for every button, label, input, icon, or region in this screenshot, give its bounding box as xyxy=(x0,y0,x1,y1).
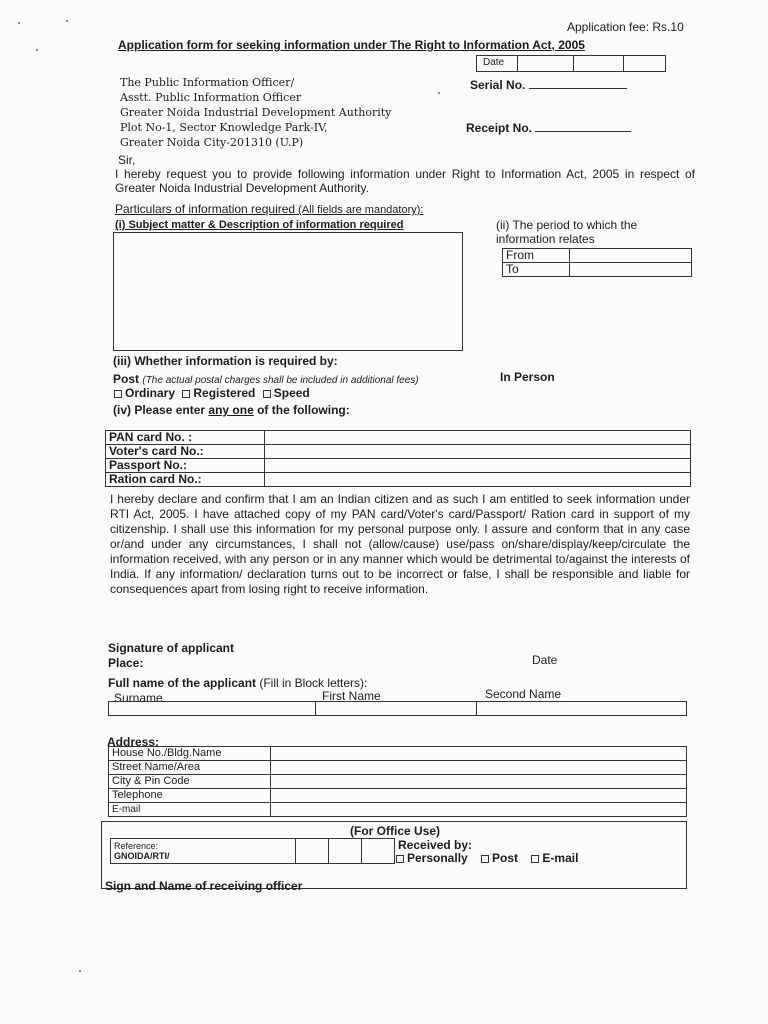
request-text: I hereby request you to provide following information under Right to Information Act, 2005 in respect of Greater Noida Industrial Development Authority. xyxy=(115,167,695,195)
reference-label: Reference: xyxy=(114,841,159,851)
particulars-title: Particulars of information required xyxy=(115,202,296,216)
checkbox-personally[interactable] xyxy=(396,855,404,863)
signature-label: Signature of applicant xyxy=(108,641,235,655)
period-to-field[interactable] xyxy=(570,263,692,277)
option-post: Post xyxy=(492,851,519,865)
post-label: Post xyxy=(113,372,140,386)
name-col-second: Second Name xyxy=(485,687,562,701)
post-options xyxy=(110,386,310,400)
street-field[interactable] xyxy=(271,761,687,775)
particulars-note: (All fields are mandatory): xyxy=(295,204,424,216)
second-name-field[interactable] xyxy=(477,702,687,716)
address-row-label: House No./Bldg.Name xyxy=(109,747,271,761)
office-use-label: (For Office Use) xyxy=(350,824,441,838)
id-heading-prefix: (iv) Please enter xyxy=(113,403,209,417)
application-fee: Application fee: Rs.10 xyxy=(567,20,684,34)
pan-card-field[interactable] xyxy=(265,431,691,445)
fullname-heading xyxy=(108,676,367,690)
office-use-box xyxy=(101,821,687,893)
serial-label: Serial No. xyxy=(470,78,526,92)
name-col-surname: Surname xyxy=(114,691,163,705)
scan-speck xyxy=(79,970,81,972)
reference-digit[interactable] xyxy=(296,839,329,864)
delivery-heading: (iii) Whether information is required by: xyxy=(113,354,338,368)
fullname-label: Full name of the applicant xyxy=(108,676,257,690)
reference-digit[interactable] xyxy=(329,839,362,864)
in-person-option[interactable]: In Person xyxy=(500,370,555,384)
receipt-label: Receipt No. xyxy=(466,121,533,135)
subject-textarea[interactable] xyxy=(113,232,463,351)
post-note: (The actual postal charges shall be included in additional fees) xyxy=(142,375,419,386)
checkbox-speed[interactable] xyxy=(263,390,271,398)
addressee-line: Asstt. Public Information Officer xyxy=(120,91,302,104)
name-table xyxy=(108,701,687,716)
first-name-field[interactable] xyxy=(316,702,477,716)
date-label: Date xyxy=(532,653,558,667)
id-table xyxy=(105,430,691,487)
house-field[interactable] xyxy=(271,747,687,761)
email-field[interactable] xyxy=(271,803,687,817)
place-label: Place: xyxy=(108,656,144,670)
form-title: Application form for seeking information under The Right to Information Act, 2005 xyxy=(118,38,585,52)
checkbox-registered[interactable] xyxy=(182,390,190,398)
particulars-heading xyxy=(115,202,423,216)
address-row-label: City & Pin Code xyxy=(109,775,271,789)
id-label: Ration card No.: xyxy=(106,473,265,487)
receipt-no xyxy=(466,121,631,135)
id-heading-any: any one xyxy=(208,403,254,417)
salutation: Sir, xyxy=(118,153,136,167)
name-col-first: First Name xyxy=(322,689,381,703)
period-table xyxy=(502,248,692,277)
ration-card-field[interactable] xyxy=(265,473,691,487)
date-box[interactable] xyxy=(476,55,666,72)
post-line xyxy=(113,372,419,386)
id-label: PAN card No. : xyxy=(106,431,265,445)
option-email: E-mail xyxy=(542,851,579,865)
checkbox-post[interactable] xyxy=(481,855,489,863)
address-row-label: Street Name/Area xyxy=(109,761,271,775)
address-table xyxy=(108,746,687,817)
id-label: Voter's card No.: xyxy=(106,445,265,459)
checkbox-email[interactable] xyxy=(531,855,539,863)
reference-cell xyxy=(111,839,296,864)
addressee-line: Greater Noida Industrial Development Authority xyxy=(120,106,392,119)
option-personally: Personally xyxy=(407,851,468,865)
subject-label: (i) Subject matter & Description of information required xyxy=(115,219,404,231)
scan-speck xyxy=(36,49,38,51)
date-box-label: Date xyxy=(483,57,505,68)
addressee-line: Plot No-1, Sector Knowledge Park-IV, xyxy=(120,121,328,134)
serial-no xyxy=(470,78,627,92)
period-from-field[interactable] xyxy=(570,249,692,263)
voter-card-field[interactable] xyxy=(265,445,691,459)
received-options xyxy=(392,851,578,865)
reference-value: GNOIDA/RTI/ xyxy=(114,851,170,861)
option-speed: Speed xyxy=(273,386,310,400)
address-label: Address: xyxy=(107,735,160,749)
id-heading xyxy=(113,403,350,417)
option-registered: Registered xyxy=(193,386,256,400)
address-row-label: E-mail xyxy=(109,803,271,817)
receipt-field[interactable] xyxy=(535,131,631,132)
scan-speck xyxy=(18,22,20,24)
checkbox-ordinary[interactable] xyxy=(114,390,122,398)
reference-digit[interactable] xyxy=(362,839,395,864)
addressee-block xyxy=(120,75,391,150)
id-heading-suffix: of the following: xyxy=(253,403,350,417)
received-by-label: Received by: xyxy=(398,838,473,852)
id-label: Passport No.: xyxy=(106,459,265,473)
sign-officer-label: Sign and Name of receiving officer xyxy=(105,879,303,893)
telephone-field[interactable] xyxy=(271,789,687,803)
fullname-note: (Fill in Block letters): xyxy=(256,676,368,690)
reference-table xyxy=(110,838,395,864)
scan-speck xyxy=(66,20,68,22)
serial-field[interactable] xyxy=(529,88,627,89)
option-ordinary: Ordinary xyxy=(125,386,176,400)
declaration-text: I hereby declare and confirm that I am an Indian citizen and as such I am entitled to seek information under RTI Act, 2005. I have attached copy of my PAN card/Voter's card/Passport/ Ration card in support of my citizenship. I shall use this information for my personal purpose only. I assure and conform that in any case or/and under any circumstances, I shall not (allow/cause) use/pass on/share/display/keep/circulate the information received, with any person or in any manner which would be detrimental to/against the interests of India. If any information/ declaration turns out to be incorrect or false, I shall be responsible and liable for consequences apart from losing right to receive information. xyxy=(110,492,690,596)
period-from-label: From xyxy=(503,249,570,263)
period-label: (ii) The period to which the information relates xyxy=(496,218,638,246)
city-pin-field[interactable] xyxy=(271,775,687,789)
address-row-label: Telephone xyxy=(109,789,271,803)
scan-speck xyxy=(438,92,440,94)
period-to-label: To xyxy=(503,263,570,277)
passport-field[interactable] xyxy=(265,459,691,473)
addressee-line: The Public Information Officer/ xyxy=(120,76,295,89)
surname-field[interactable] xyxy=(109,702,316,716)
addressee-line: Greater Noida City-201310 (U.P) xyxy=(120,136,304,149)
